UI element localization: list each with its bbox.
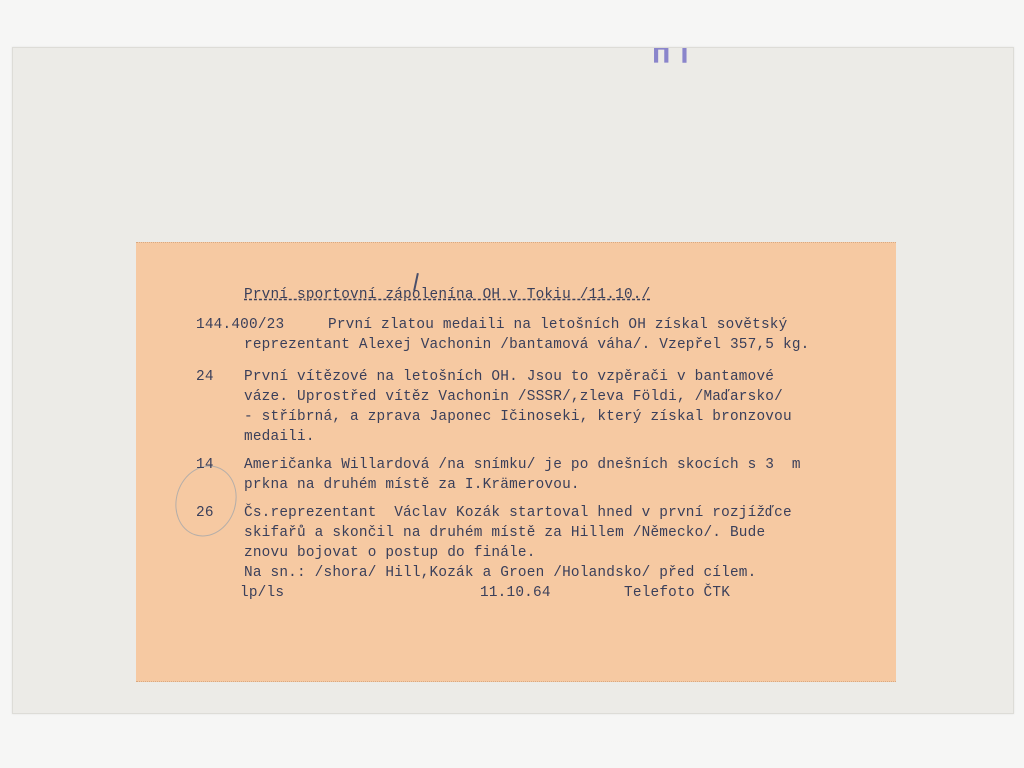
- slip-title: První sportovní zápolenína OH v Tokiu /11.10./: [244, 287, 651, 303]
- entry-line: váze. Uprostřed vítěz Vachonin /SSSR/,zleva Földi, /Maďarsko/: [244, 389, 783, 405]
- footer-credit: Telefoto ČTK: [624, 585, 731, 601]
- entry-line: Čs.reprezentant Václav Kozák startoval hned v první rozjížďce: [244, 505, 792, 521]
- entry-line: Na sn.: /shora/ Hill,Kozák a Groen /Holandsko/ před cílem.: [244, 565, 757, 581]
- ink-stamp: ΠΙ: [652, 48, 699, 66]
- footer-code: lp/ls: [240, 585, 285, 601]
- entry-line: První zlatou medaili na letošních OH získal sovětský: [328, 317, 788, 333]
- footer-date: 11.10.64: [480, 585, 551, 601]
- entry-number: 26: [196, 505, 214, 521]
- entry-line: znovu bojovat o postup do finále.: [244, 545, 536, 561]
- entry-line: skifařů a skončil na druhém místě za Hillem /Německo/. Bude: [244, 525, 766, 541]
- entry-line: - stříbrná, a zprava Japonec Ičinoseki, který získal bronzovou: [244, 409, 792, 425]
- entry-line: reprezentant Alexej Vachonin /bantamová váha/. Vzepřel 357,5 kg.: [244, 337, 810, 353]
- entry-line: medaili.: [244, 429, 315, 445]
- entry-number: 144.400/23: [196, 317, 285, 333]
- entry-line: Američanka Willardová /na snímku/ je po dnešních skocích s 3 m: [244, 457, 801, 473]
- entry-line: První vítězové na letošních OH. Jsou to vzpěrači v bantamové: [244, 369, 775, 385]
- caption-slip: [136, 242, 896, 682]
- entry-line: prkna na druhém místě za I.Krämerovou.: [244, 477, 580, 493]
- entry-number: 24: [196, 369, 214, 385]
- entry-number: 14: [196, 457, 214, 473]
